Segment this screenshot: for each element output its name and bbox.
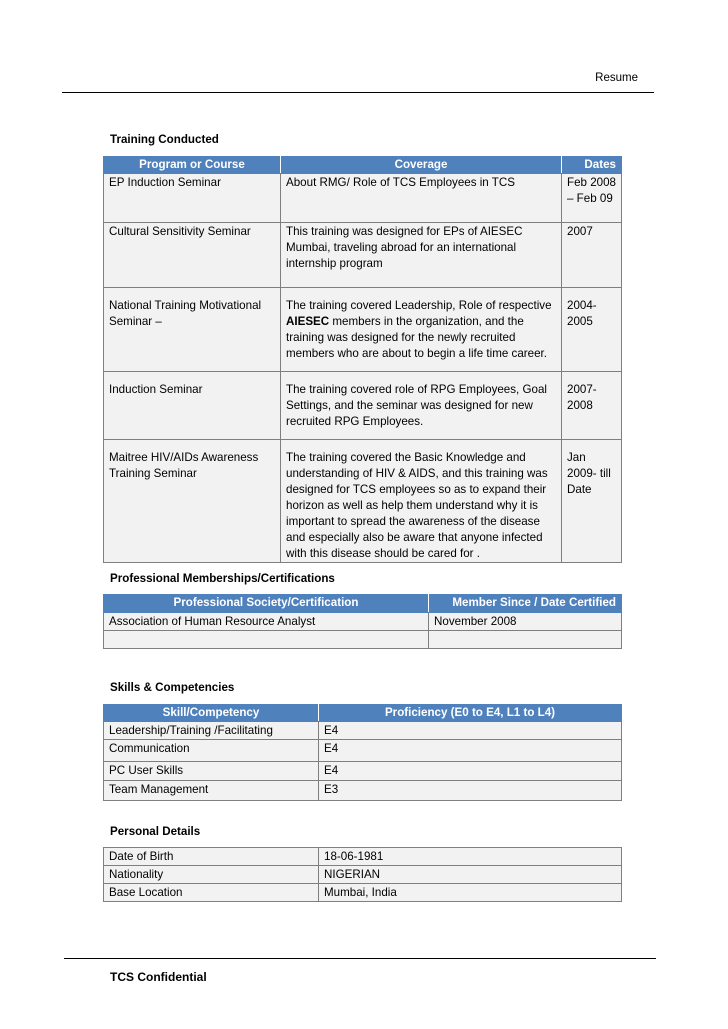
memberships-table <box>103 594 622 649</box>
col-header-skill: Skill/Competency <box>104 705 319 722</box>
footer-label: TCS Confidential <box>110 970 207 984</box>
coverage-cell <box>281 288 562 372</box>
program-cell: Cultural Sensitivity Seminar <box>104 223 281 288</box>
dates-cell: Feb 2008 – Feb 09 <box>562 174 622 223</box>
personal-value-cell: 18-06-1981 <box>319 848 622 866</box>
dates-cell: 2007 <box>562 223 622 288</box>
dates-cell: 2004-2005 <box>562 288 622 372</box>
table-row <box>104 288 622 372</box>
table-row <box>104 440 622 563</box>
personal-section-title: Personal Details <box>110 825 201 838</box>
memberships-header-row <box>104 595 622 613</box>
coverage-cell: The training covered the Basic Knowledge and understanding of HIV & AIDS, and this training was designed for TCS employees so as to expand their horizon as well as help them understand why it is important to spread the awareness of the disease and especially also be aware that anyone infected with this disease should be cared for . <box>281 440 562 563</box>
col-header-dates: Dates <box>562 157 622 174</box>
skills-header-row <box>104 705 622 722</box>
coverage-cell: This training was designed for EPs of AIESEC Mumbai, traveling abroad for an international internship program <box>281 223 562 288</box>
society-cell <box>104 631 429 649</box>
dates-cell: 2007-2008 <box>562 372 622 440</box>
program-cell: National Training Motivational Seminar – <box>104 288 281 372</box>
skill-cell: Leadership/Training /Facilitating <box>104 722 319 740</box>
skills-table <box>103 704 622 801</box>
training-header-row <box>104 157 622 174</box>
table-row <box>104 781 622 801</box>
table-row <box>104 884 622 902</box>
skill-cell: PC User Skills <box>104 762 319 781</box>
skill-cell: Team Management <box>104 781 319 801</box>
personal-table <box>103 847 622 902</box>
memberships-section-title: Professional Memberships/Certifications <box>110 572 335 585</box>
coverage-text-pre: The training covered Leadership, Role of respective <box>286 299 552 312</box>
since-cell <box>429 631 622 649</box>
table-row <box>104 722 622 740</box>
coverage-text-post: members in the organization, and the training was designed for the newly recruited members who are about to begin a life time career. <box>286 315 547 360</box>
personal-label-cell: Date of Birth <box>104 848 319 866</box>
personal-value-cell: NIGERIAN <box>319 866 622 884</box>
table-row <box>104 866 622 884</box>
level-cell: E4 <box>319 762 622 781</box>
program-cell: Maitree HIV/AIDs Awareness Training Seminar <box>104 440 281 563</box>
coverage-cell: The training covered role of RPG Employees, Goal Settings, and the seminar was designed for new recruited RPG Employees. <box>281 372 562 440</box>
table-row <box>104 372 622 440</box>
coverage-text-bold: AIESEC <box>286 315 330 328</box>
table-row <box>104 174 622 223</box>
table-row <box>104 740 622 762</box>
table-row <box>104 613 622 631</box>
header-rule <box>62 92 654 93</box>
since-cell: November 2008 <box>429 613 622 631</box>
coverage-cell: About RMG/ Role of TCS Employees in TCS <box>281 174 562 223</box>
personal-label-cell: Nationality <box>104 866 319 884</box>
program-cell: EP Induction Seminar <box>104 174 281 223</box>
level-cell: E4 <box>319 740 622 762</box>
skill-cell: Communication <box>104 740 319 762</box>
footer-rule <box>64 958 656 959</box>
table-row <box>104 848 622 866</box>
training-section-title: Training Conducted <box>110 133 219 146</box>
col-header-coverage: Coverage <box>281 157 562 174</box>
table-row <box>104 631 622 649</box>
personal-label-cell: Base Location <box>104 884 319 902</box>
personal-value-cell: Mumbai, India <box>319 884 622 902</box>
header-label: Resume <box>595 72 638 84</box>
table-row <box>104 223 622 288</box>
table-row <box>104 762 622 781</box>
level-cell: E4 <box>319 722 622 740</box>
col-header-program: Program or Course <box>104 157 281 174</box>
society-cell: Association of Human Resource Analyst <box>104 613 429 631</box>
training-table <box>103 156 622 563</box>
dates-cell: Jan 2009- till Date <box>562 440 622 563</box>
col-header-proficiency: Proficiency (E0 to E4, L1 to L4) <box>319 705 622 722</box>
col-header-society: Professional Society/Certification <box>104 595 429 613</box>
skills-section-title: Skills & Competencies <box>110 681 235 694</box>
col-header-since: Member Since / Date Certified <box>429 595 622 613</box>
program-cell: Induction Seminar <box>104 372 281 440</box>
level-cell: E3 <box>319 781 622 801</box>
